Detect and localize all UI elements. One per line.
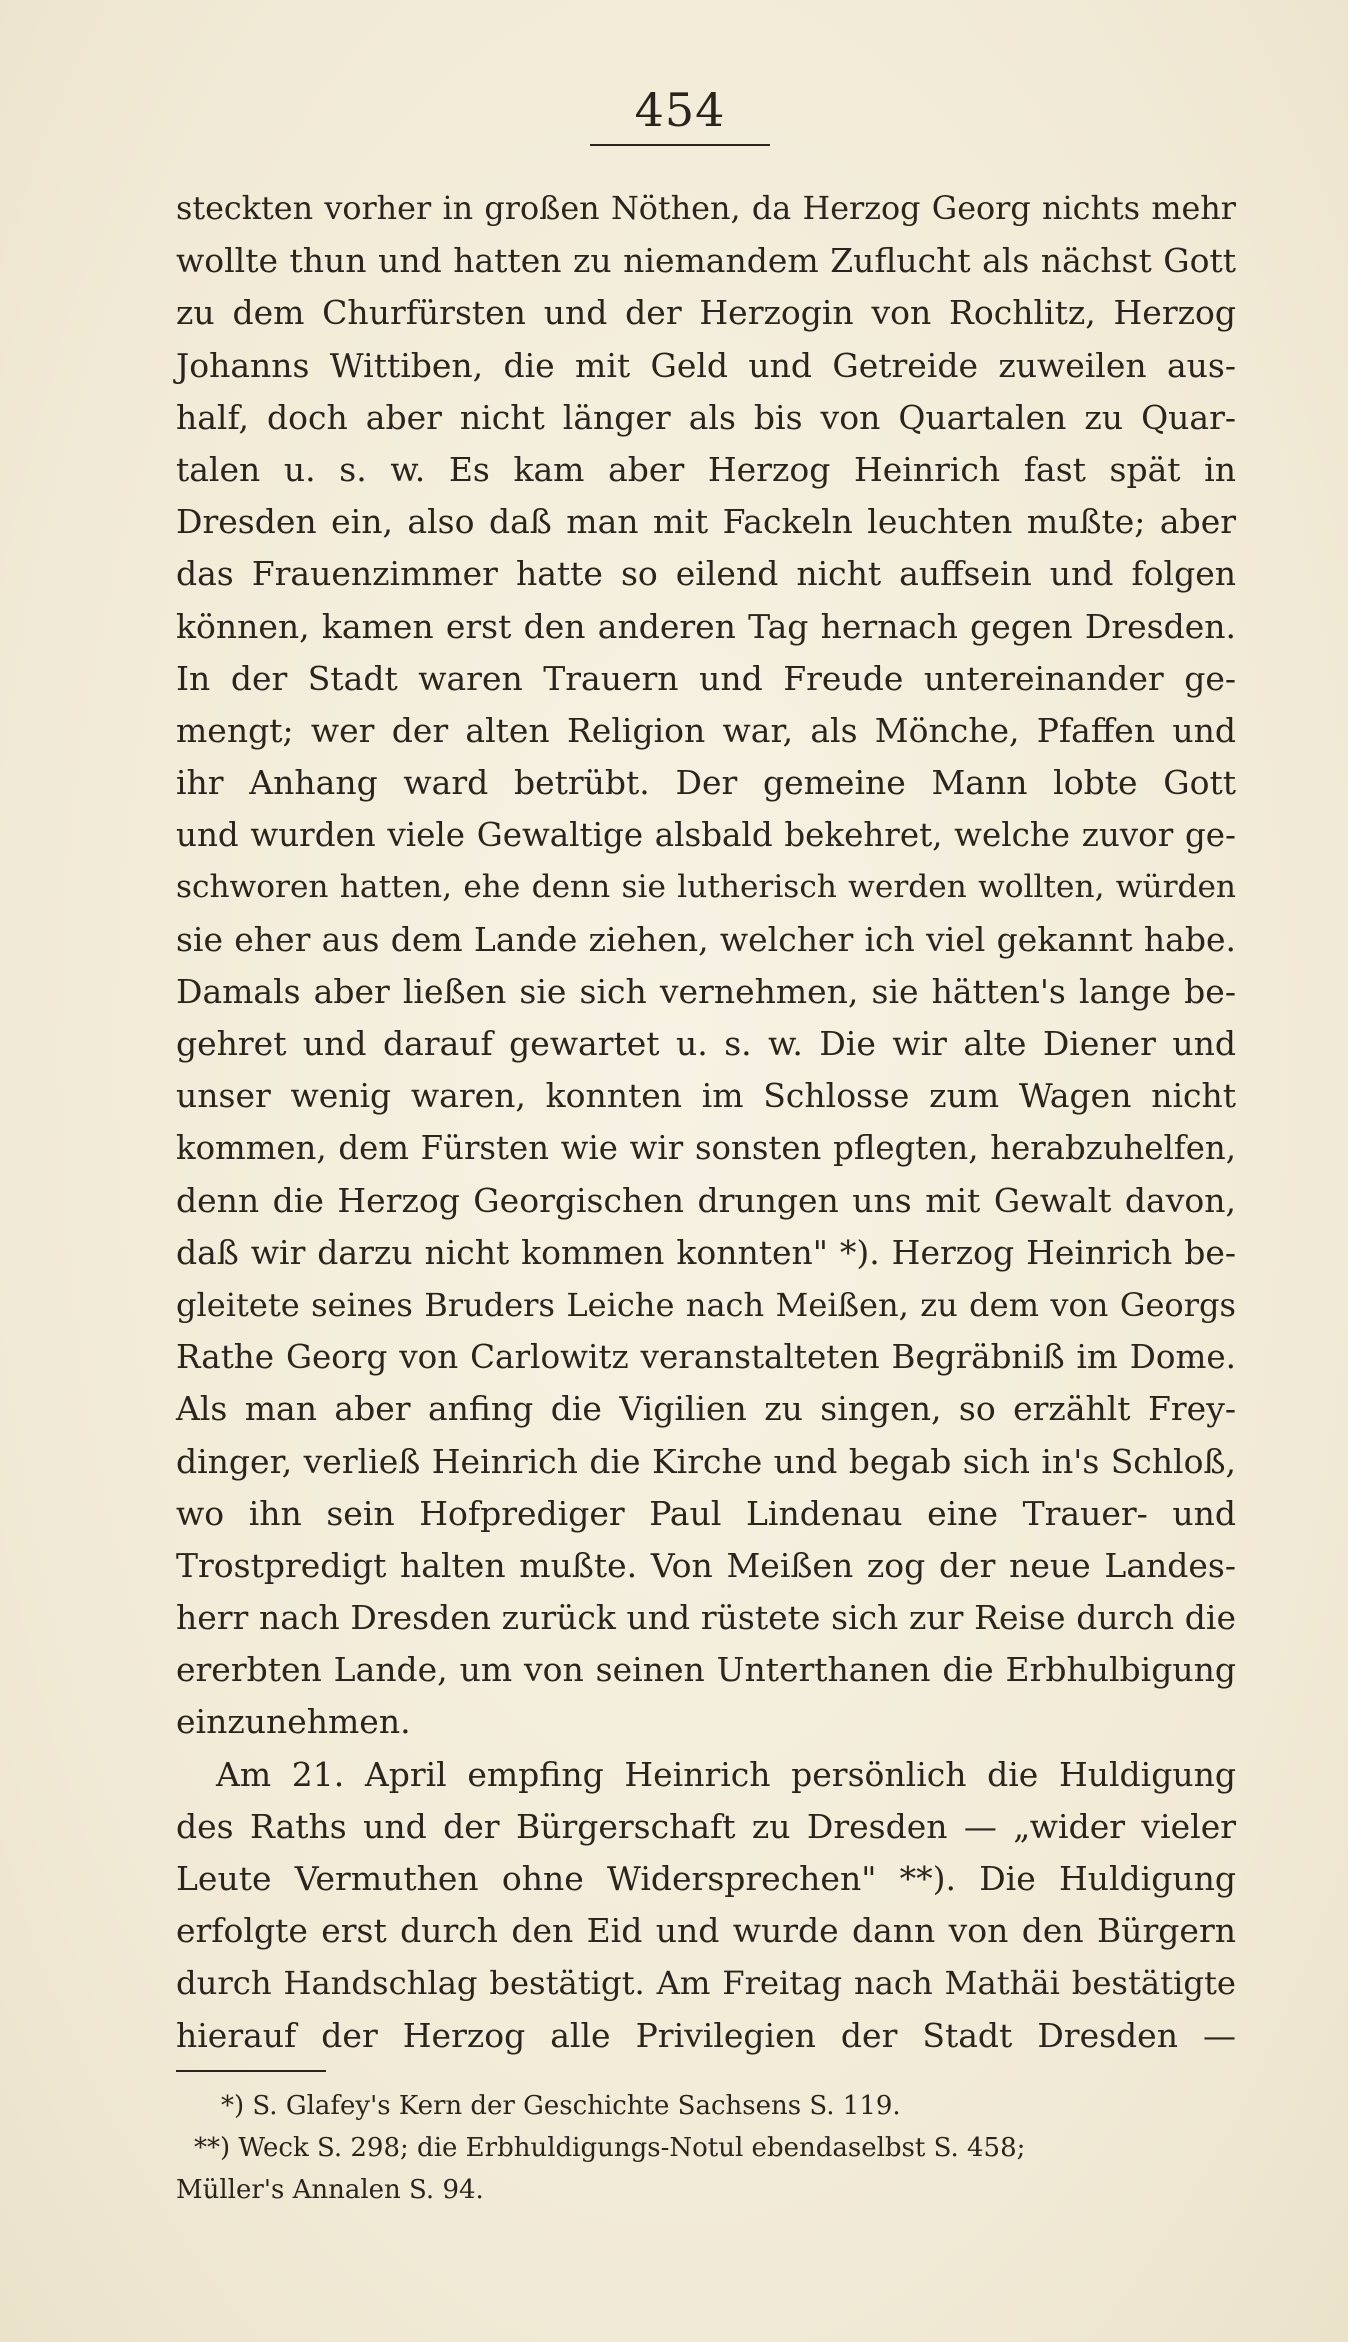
text-line: kommen, dem Fürsten wie wir sonsten pflegten, herabzuhelfen,	[176, 1129, 1236, 1168]
text-line: Am 21. April empfing Heinrich persönlich die Huldigung	[216, 1754, 1236, 1794]
text-line: erfolgte erst durch den Eid und wurde dann von den Bürgern	[176, 1911, 1236, 1951]
text-line: Als man aber anfing die Vigilien zu singen, so erzählt Frey-	[176, 1389, 1236, 1429]
text-line: hierauf der Herzog alle Privilegien der Stadt Dresden —	[176, 2015, 1236, 2055]
text-line: steckten vorher in großen Nöthen, da Herzog Georg nichts mehr	[176, 190, 1236, 227]
text-line: gleitete seines Bruders Leiche nach Meißen, zu dem von Georgs	[176, 1285, 1236, 1324]
text-line: des Raths und der Bürgerschaft zu Dresden — „wider vieler	[176, 1806, 1236, 1846]
text-line: wollte thun und hatten zu niemandem Zuflucht als nächst Gott	[176, 241, 1236, 281]
footnote-line: **) Weck S. 298; die Erbhuldigungs-Notul ebendaselbst S. 458;	[194, 2133, 1026, 2163]
text-line: Dresden ein, also daß man mit Fackeln leuchten mußte; aber	[176, 502, 1236, 542]
text-line: Johanns Wittiben, die mit Geld und Getreide zuweilen aus-	[176, 345, 1236, 385]
text-line: Rathe Georg von Carlowitz veranstalteten Begräbniß im Dome.	[176, 1338, 1236, 1377]
text-line: das Frauenzimmer hatte so eilend nicht auffsein und folgen	[176, 554, 1236, 594]
text-line: ererbten Lande, um von seinen Unterthanen die Erbhulbigung	[176, 1650, 1236, 1690]
page-header	[580, 82, 780, 146]
text-line: wo ihn sein Hofprediger Paul Lindenau eine Trauer- und	[176, 1493, 1236, 1533]
text-line: In der Stadt waren Trauern und Freude untereinander ge-	[176, 658, 1236, 698]
text-line: und wurden viele Gewaltige alsbald bekehret, welche zuvor ge-	[176, 816, 1236, 855]
text-line: gehret und darauf gewartet u. s. w. Die wir alte Diener und	[176, 1024, 1236, 1063]
text-line: Leute Vermuthen ohne Widersprechen" **). Die Huldigung	[176, 1859, 1236, 1898]
text-line: können, kamen erst den anderen Tag hernach gegen Dresden.	[176, 606, 1236, 646]
text-line: denn die Herzog Georgischen drungen uns mit Gewalt davon,	[176, 1180, 1236, 1220]
text-line: Trostpredigt halten mußte. Von Meißen zog der neue Landes-	[176, 1545, 1236, 1585]
page-number: 454	[634, 83, 726, 137]
text-line: talen u. s. w. Es kam aber Herzog Heinrich fast spät in	[176, 449, 1236, 489]
text-line: einzunehmen.	[176, 1702, 411, 1742]
header-rule	[590, 144, 770, 146]
text-line: dinger, verließ Heinrich die Kirche und begab sich in's Schloß,	[176, 1441, 1236, 1481]
text-line: mengt; wer der alten Religion war, als Mönche, Pfaffen und	[176, 710, 1236, 750]
text-line: ihr Anhang ward betrübt. Der gemeine Mann lobte Gott	[176, 763, 1236, 803]
text-line: herr nach Dresden zurück und rüstete sich zur Reise durch die	[176, 1598, 1236, 1638]
text-line: Damals aber ließen sie sich vernehmen, sie hätten's lange be-	[176, 971, 1236, 1011]
body-text	[176, 183, 1236, 2062]
text-line: zu dem Churfürsten und der Herzogin von Rochlitz, Herzog	[176, 293, 1236, 333]
text-line: daß wir darzu nicht kommen konnten" *). Herzog Heinrich be-	[176, 1232, 1236, 1272]
footnote-line: Müller's Annalen S. 94.	[176, 2175, 484, 2205]
text-line: unser wenig waren, konnten im Schlosse zum Wagen nicht	[176, 1076, 1236, 1116]
text-line: sie eher aus dem Lande ziehen, welcher ich viel gekannt habe.	[176, 919, 1236, 959]
text-line: durch Handschlag bestätigt. Am Freitag nach Mathäi bestätigte	[176, 1964, 1236, 2003]
text-line: schworen hatten, ehe denn sie lutherisch werden wollten, würden	[176, 869, 1236, 906]
footnotes	[176, 2085, 1236, 2211]
footnote-rule	[176, 2070, 326, 2072]
text-line: half, doch aber nicht länger als bis von Quartalen zu Quar-	[176, 397, 1236, 437]
footnote-line: *) S. Glafey's Kern der Geschichte Sachsens S. 119.	[221, 2091, 901, 2121]
